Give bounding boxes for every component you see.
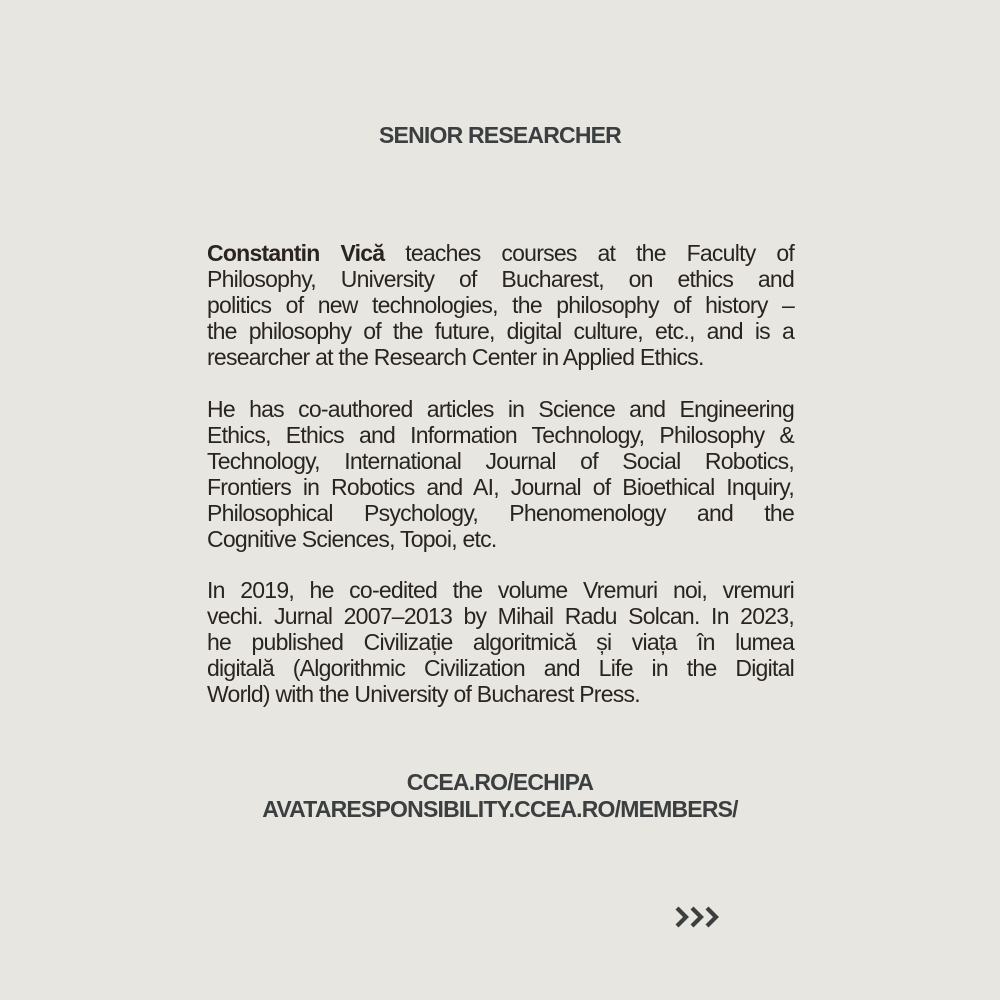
bio-line: the philosophy of the future, digital culture, etc., and is a	[207, 318, 794, 344]
triple-chevron-right-icon[interactable]	[674, 903, 724, 931]
members-page-link[interactable]: AVATARESPONSIBILITY.CCEA.RO/MEMBERS/	[262, 796, 738, 822]
links-block	[0, 769, 1000, 823]
bio-line: In 2019, he co-edited the volume Vremuri noi, vremuri	[207, 577, 794, 603]
bio-line-text: teaches courses at the Faculty of	[384, 240, 795, 266]
bio-line: Frontiers in Robotics and AI, Journal of Bioethical Inquiry,	[207, 474, 794, 500]
chevron-right-icon	[707, 908, 716, 926]
bio-line: He has co-authored articles in Science and Engineering	[207, 396, 794, 422]
researcher-name: Constantin Vică	[207, 240, 385, 266]
bio-paragraph-intro	[207, 240, 794, 370]
bio-line: researcher at the Research Center in Applied Ethics.	[207, 344, 704, 370]
chevron-right-icon	[677, 908, 686, 926]
role-title: SENIOR RESEARCHER	[379, 122, 621, 148]
chevron-right-icon	[692, 908, 701, 926]
bio-paragraph-books	[207, 577, 794, 707]
bio-line	[207, 240, 794, 266]
bio-line: World) with the University of Bucharest Press.	[207, 681, 640, 707]
bio-paragraph-publications	[207, 396, 794, 552]
bio-line: Cognitive Sciences, Topoi, etc.	[207, 526, 497, 552]
team-page-link[interactable]: CCEA.RO/ECHIPA	[406, 769, 594, 795]
bio-line: politics of new technologies, the philosophy of history –	[207, 292, 794, 318]
bio-line: he published Civilizație algoritmică și viața în lumea	[207, 629, 794, 655]
bio-line: Technology, International Journal of Social Robotics,	[207, 448, 794, 474]
bio-line: Ethics, Ethics and Information Technology, Philosophy &	[207, 422, 794, 448]
bio-line: Philosophy, University of Bucharest, on ethics and	[207, 266, 794, 292]
bio-line: Philosophical Psychology, Phenomenology and the	[207, 500, 794, 526]
bio-line: digitală (Algorithmic Civilization and Life in the Digital	[207, 655, 794, 681]
bio-line: vechi. Jurnal 2007–2013 by Mihail Radu Solcan. In 2023,	[207, 603, 794, 629]
